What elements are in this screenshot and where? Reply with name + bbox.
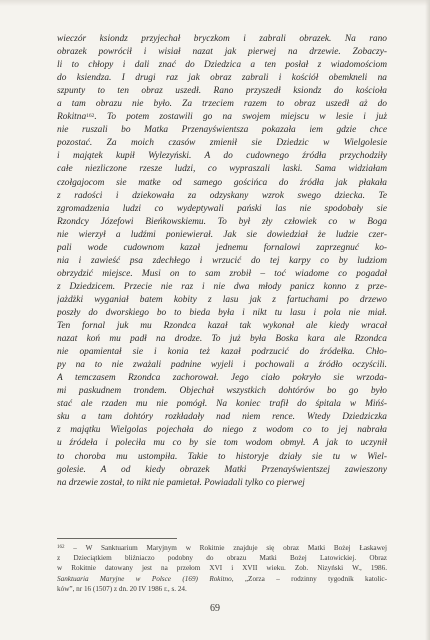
body-line-text: czołgajocom sie matke od samego gościńca do źródła jak płakała: [57, 177, 387, 188]
body-line-text: z radości i dziekowała za odzyskany wzrok swego dziecka. Te: [57, 190, 387, 201]
footnote-number: 162: [57, 545, 65, 550]
body-line-text: nie ruszali bo Matka Przenayświentsza pokazała iem gdzie chce: [57, 125, 387, 136]
body-text: [57, 33, 387, 490]
body-line-text: szpunty to ten obraz uszedł. Rano przyszedł ksiondz do kościoła: [57, 86, 387, 97]
body-line: [57, 255, 387, 268]
body-line-text: jażdżki wyganiał batem kobity z lasu jak z fartuchami po drzewo: [57, 294, 387, 305]
body-line: [57, 464, 387, 477]
body-line-text: A temczasem Rzondca zachorował. Jego ciało pokryło sie wrzoda-: [57, 373, 387, 384]
body-line: [57, 59, 387, 72]
body-line-text: z majątku Wielgolas pojechała do niego z wodom co to jej nabrała: [57, 425, 387, 436]
body-line: [57, 333, 387, 346]
body-line: [57, 150, 387, 163]
footnote-rule: [57, 538, 177, 539]
body-line: [57, 177, 387, 190]
body-line-text: golesie. A od kiedy obrazek Matki Przenayświentszej zawieszony: [57, 464, 387, 475]
body-line: [57, 451, 387, 464]
body-line: [57, 46, 387, 59]
footnote-line: [57, 563, 387, 573]
body-line-text: zgromadzenia ludzi co wydeptywali pański las nie spodobały sie: [57, 203, 387, 214]
scan-edge-right: [425, 0, 430, 640]
body-line: [57, 437, 387, 450]
body-line: [57, 320, 387, 333]
footnote-line: [57, 574, 387, 584]
body-line: [57, 268, 387, 281]
body-line: [57, 111, 387, 124]
footnote: [57, 543, 387, 594]
body-line-text: pozostać. Za moich czasów zmienił sie Dziedzic w Wielgolesie: [57, 138, 387, 149]
body-line-text: na drzewie został, to nikt nie pamietał. Powiadali tylko co pierwej: [57, 477, 305, 488]
body-line: [57, 85, 387, 98]
body-line-text: u źródeła i poleciła mu co by sie tom wodom obmył. A jak to uczynił: [57, 438, 387, 449]
body-line: [57, 163, 387, 176]
body-line: [57, 346, 387, 359]
body-line-text: nie opamientał sie i konia też kazał podrzucić do źródełka. Chło-: [57, 347, 387, 358]
body-line-text: Rokitna: [57, 112, 87, 123]
body-line: [57, 98, 387, 111]
body-line-text: stać ale rzaden mu nie pomógł. Na koniec trafił do śpitala w Mińś-: [57, 399, 387, 410]
body-line: [57, 411, 387, 424]
body-line: [57, 216, 387, 229]
body-line: [57, 72, 387, 85]
footnote-text: w Rokitnie datowany jest na przełom XVI i XVII wieku. Zob. Nizyński W., 1986.: [57, 564, 387, 573]
footnote-line: [57, 584, 387, 594]
body-line: [57, 477, 387, 490]
body-line: [57, 398, 387, 411]
footnote-text: , „Zorza – rodzinny tygodnik katolic-: [231, 574, 387, 583]
body-line-text: nie wierzył a ludźmi poniewierał. Jak sie dowiedział że ludzie czer-: [57, 229, 387, 240]
body-line-text: Rzondcy Józefowi Bieńkowskiemu. To był zły człowiek co w Boga: [57, 216, 387, 227]
body-line-text: nazat koń mu padł na drodze. To już była Boska kara ale Rzondca: [57, 334, 387, 345]
body-line-text: . To potem zostawili go na swojem miejscu w lesie i już: [94, 112, 387, 123]
body-line-text: z Dziedzicem. Przecie nie raz i nie dwa młody panicz konno z prze-: [57, 281, 387, 292]
body-line: [57, 385, 387, 398]
body-line-text: nia i zawieść psa zdechłego i wrzucić do tej karpy co by ludziom: [57, 255, 387, 266]
footnote-line: [57, 553, 387, 563]
body-line-text: sku a tam dohtóry rozkładały nad niem rence. Wtedy Dziedziczka: [57, 412, 387, 423]
body-line-text: i majątek kupił Wylezyński. A do cudownego źródła przychodziły: [57, 151, 387, 162]
body-line-text: obrazek powrócił i wisiał nazat jak pierwej na drzewie. Zobaczy-: [57, 47, 387, 58]
footnote-text: ków”, nr 16 (1507) z dn. 20 IV 1986 r., s. 24.: [57, 584, 187, 593]
body-line: [57, 424, 387, 437]
body-line-text: obrzydzić miejsce. Musi on to sam zrobił – toć wiadome co pogadał: [57, 268, 387, 279]
page-number: 69: [210, 603, 220, 614]
body-line: [57, 359, 387, 372]
body-line-text: poszły do dworskiego bo to bieda była i nikt tu lasu i pola nie miał.: [57, 307, 387, 318]
page-body: [57, 33, 387, 490]
body-line-text: a tam obrazu nie było. Za trzeciem razem to obraz uszedł aż do: [57, 99, 387, 110]
body-line: [57, 190, 387, 203]
body-line: [57, 307, 387, 320]
body-line-text: wieczór ksiondz przyjechał bryczkom i zabrali obrazek. Na rano: [57, 34, 387, 44]
body-line: [57, 372, 387, 385]
footnote-title: Sanktuaria Maryjne w Polsce (169) Rokitno: [57, 574, 232, 583]
body-line: [57, 33, 387, 46]
body-line: [57, 242, 387, 255]
body-line-text: Ten fornal juk mu Rzondca kazał tak wykonał ale kiedy wracał: [57, 321, 387, 332]
footnote-reference[interactable]: 162: [86, 113, 95, 120]
body-line-text: li to chłopy i dali znać do Dziedzica a ten posłał z wiadomościom: [57, 60, 387, 71]
body-line-text: całe niezliczone rzesze ludzi, co wypraszali laski. Sama widziałam: [57, 164, 387, 175]
body-line-text: mi paskudnem trondem. Objechał wszystkich dohtórów bo go było: [57, 386, 387, 397]
body-line-text: py na to nie zważali padnine wyjeli i pochowali a źródło oczyścili.: [57, 360, 387, 371]
footnote-line: [57, 543, 387, 553]
body-line: [57, 203, 387, 216]
body-line-text: pali wode cudownom kazał jednemu fornalowi zaprzegnuć ko-: [57, 242, 387, 253]
footnote-text: – W Sanktuarium Maryjnym w Rokitnie znajduje się obraz Matki Bożej Łaskawej: [64, 544, 387, 552]
scan-edge-top: [0, 0, 430, 6]
body-line: [57, 294, 387, 307]
footnote-text: z Dzieciątkiem bliźniaczo podobny do obrazu Matki Bożej Latowickiej. Obraz: [57, 554, 387, 563]
body-line: [57, 124, 387, 137]
body-line-text: do ksiendza. I drugi raz jak obraz zabrali i kościół obemkneli na: [57, 73, 387, 84]
body-line-text: to choroba mu ustompiła. Takie to historyje działy sie tu w Wiel-: [57, 451, 387, 462]
body-line: [57, 229, 387, 242]
body-line: [57, 281, 387, 294]
body-line: [57, 137, 387, 150]
